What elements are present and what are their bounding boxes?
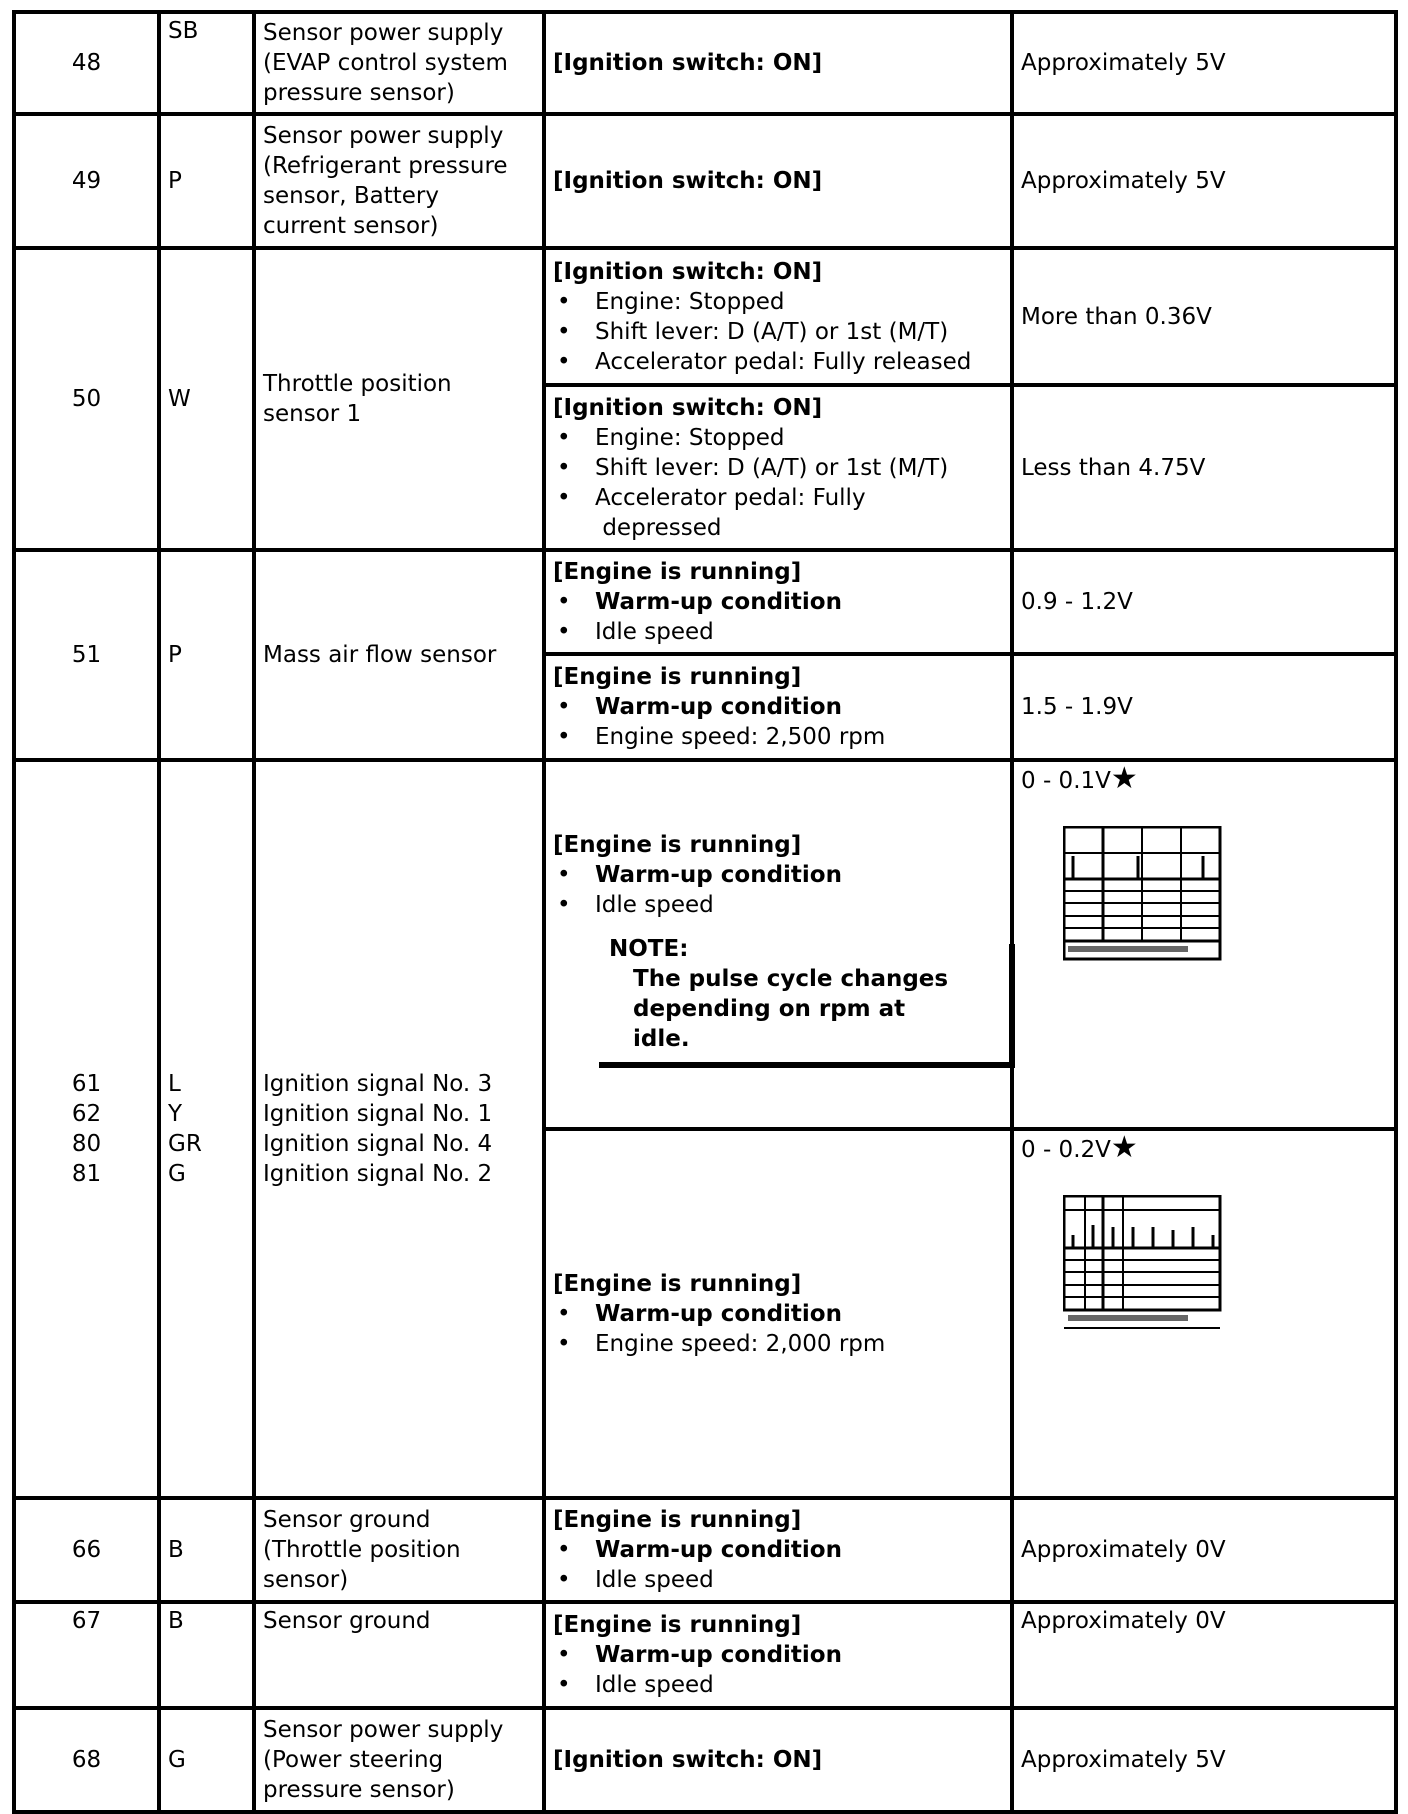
condition-item: • Accelerator pedal: Fully depressed	[553, 483, 1003, 543]
desc-line: Sensor power supply	[263, 123, 504, 149]
description	[254, 12, 544, 114]
value: 0 - 0.2V★	[1012, 1129, 1396, 1498]
table-row	[14, 550, 1396, 654]
condition-item: • Engine: Stopped	[553, 287, 1003, 317]
description: Sensor power supply (Power steering pressure sensor)	[254, 1708, 544, 1812]
value: Less than 4.75V	[1012, 385, 1396, 550]
terminal-no: 67	[14, 1602, 159, 1708]
condition-head: [Engine is running]	[553, 831, 802, 858]
terminal-no: 48	[14, 12, 159, 114]
value: Approximately 5V	[1012, 114, 1396, 248]
description: Ignition signal No. 3 Ignition signal No. 1 Ignition signal No. 4 Ignition signal No. 2	[254, 760, 544, 1498]
condition	[544, 550, 1012, 654]
desc-line: pressure sensor)	[263, 80, 455, 106]
description: Mass air flow sensor	[254, 550, 544, 760]
desc-line: Throttle position	[263, 371, 452, 397]
star-icon: ★	[1110, 761, 1138, 796]
condition	[544, 760, 1012, 1129]
terminal-no: 61 62 80 81	[14, 760, 159, 1498]
value: Approximately 0V	[1012, 1602, 1396, 1708]
condition-head: [Engine is running]	[553, 664, 802, 690]
value: Approximately 5V	[1012, 1708, 1396, 1812]
condition-item: Warm-up condition	[595, 1537, 842, 1563]
description: Sensor ground (Throttle position sensor)	[254, 1498, 544, 1602]
description: Sensor ground	[254, 1602, 544, 1708]
note-box: NOTE: The pulse cycle changes depending on rpm at idle.	[609, 934, 1009, 1060]
condition-item: • Shift lever: D (A/T) or 1st (M/T)	[553, 453, 1003, 483]
value: 0.9 - 1.2V	[1012, 550, 1396, 654]
condition	[544, 1498, 1012, 1602]
terminal-no: 49	[14, 114, 159, 248]
condition-head: [Ignition switch: ON]	[553, 258, 823, 285]
value: More than 0.36V	[1012, 248, 1396, 385]
condition	[544, 1602, 1012, 1708]
condition-item: • Idle speed	[553, 1565, 1003, 1595]
condition-item: • Engine: Stopped	[553, 423, 1003, 453]
desc-line: (EVAP control system	[263, 50, 508, 76]
oscilloscope-waveform-2000rpm	[1063, 1195, 1223, 1335]
table-row	[14, 1708, 1396, 1812]
condition-item: • Idle speed	[553, 1670, 1003, 1700]
table-row	[14, 12, 1396, 114]
terminal-no: 68	[14, 1708, 159, 1812]
desc-line: sensor, Battery	[263, 183, 439, 209]
description	[254, 114, 544, 248]
terminal-no: 50	[14, 248, 159, 550]
table-row	[14, 760, 1396, 1129]
description	[254, 248, 544, 550]
desc-line: sensor 1	[263, 401, 362, 427]
wire-color: B	[159, 1602, 254, 1708]
ecm-terminal-table	[12, 10, 1398, 1814]
value: 1.5 - 1.9V	[1012, 654, 1396, 760]
star-icon: ★	[1110, 1130, 1138, 1165]
condition: [Ignition switch: ON]	[553, 1747, 823, 1773]
condition-item: Warm-up condition	[595, 1300, 842, 1327]
wire-color: L Y GR G	[159, 760, 254, 1498]
wire-color: W	[159, 248, 254, 550]
condition	[544, 248, 1012, 385]
wire-color: G	[159, 1708, 254, 1812]
condition-head: [Engine is running]	[553, 1270, 802, 1297]
condition-item: Warm-up condition	[595, 1642, 842, 1668]
terminal-no: 51	[14, 550, 159, 760]
wire-color: SB	[159, 12, 254, 114]
table-row	[14, 1602, 1396, 1708]
condition	[544, 1129, 1012, 1498]
desc-line: current sensor)	[263, 213, 439, 239]
condition-head: [Ignition switch: ON]	[553, 394, 823, 421]
condition	[544, 385, 1012, 550]
table-row	[14, 248, 1396, 385]
condition-item: • Engine speed: 2,500 rpm	[553, 722, 1003, 752]
condition	[544, 654, 1012, 760]
note-title: NOTE:	[609, 935, 689, 962]
condition-item: • Engine speed: 2,000 rpm	[553, 1329, 1003, 1359]
condition-head: [Engine is running]	[553, 1507, 802, 1533]
value: Approximately 5V	[1012, 12, 1396, 114]
terminal-no: 66	[14, 1498, 159, 1602]
wire-color: P	[159, 550, 254, 760]
value: 0 - 0.1V★	[1012, 760, 1396, 1129]
desc-line: (Refrigerant pressure	[263, 153, 508, 179]
condition-head: [Engine is running]	[553, 559, 802, 585]
condition: [Ignition switch: ON]	[553, 50, 823, 76]
condition-item: Warm-up condition	[595, 589, 842, 615]
oscilloscope-waveform-idle	[1063, 826, 1223, 966]
condition-item: • Idle speed	[553, 890, 1003, 920]
wire-color: B	[159, 1498, 254, 1602]
condition: [Ignition switch: ON]	[553, 168, 823, 194]
value: Approximately 0V	[1012, 1498, 1396, 1602]
table-row	[14, 1498, 1396, 1602]
table-row	[14, 114, 1396, 248]
condition-item: Warm-up condition	[595, 694, 842, 720]
condition-item: Warm-up condition	[595, 861, 842, 888]
desc-line: Sensor power supply	[263, 20, 504, 46]
wire-color: P	[159, 114, 254, 248]
condition-item: • Accelerator pedal: Fully released	[553, 347, 1003, 377]
condition-head: [Engine is running]	[553, 1612, 802, 1638]
condition-item: • Idle speed	[553, 617, 1003, 647]
condition-item: • Shift lever: D (A/T) or 1st (M/T)	[553, 317, 1003, 347]
